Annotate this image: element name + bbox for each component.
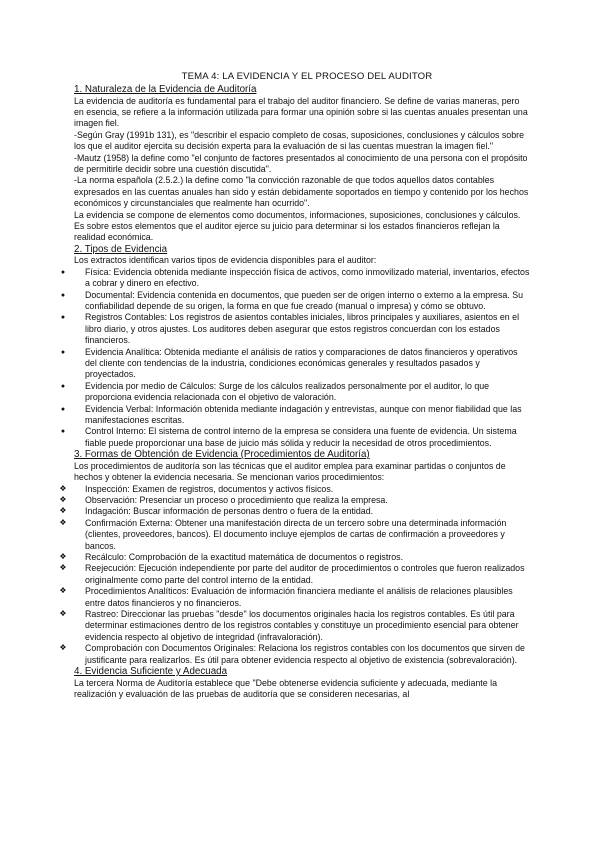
bullet-dot-icon: ●: [60, 382, 66, 390]
list-item: ● Evidencia Analítica: Obtenida mediante el análisis de ratios y comparaciones de datos financieros y operativos del cliente con tendencias de la industria, condiciones económicas generales y resultados pasados y proyectados.: [74, 347, 530, 381]
diamond-bullet-icon: ❖: [59, 551, 67, 561]
diamond-bullet-icon: ❖: [59, 506, 67, 516]
document-title: TEMA 4: LA EVIDENCIA Y EL PROCESO DEL AUDITOR: [181, 71, 433, 82]
list-item: ❖ Recálculo: Comprobación de la exactitud matemática de documentos o registros.: [59, 551, 404, 562]
list-item: ● Documental: Evidencia contenida en documentos, que pueden ser de origen interno o externo a la empresa. Su confiabilidad depende de su origen, la forma en que fue creado (manual o impresa) y cómo se obtuvo.: [74, 290, 530, 313]
section-tipos: [60, 243, 530, 449]
bullet-dot-icon: ●: [60, 314, 66, 322]
section-intro: Los procedimientos de auditoría son las técnicas que el auditor emplea para examinar partidas o conjuntos de hechos y obtener la evidencia necesaria. Se mencionan varios procedimientos:: [74, 460, 506, 483]
diamond-bullet-icon: ❖: [59, 494, 67, 504]
list-item: ❖ Reejecución: Ejecución independiente por parte del auditor de procedimientos o controles que fueron realizados originalmente como parte del control interno de la entidad.: [59, 563, 525, 585]
section-naturaleza: [74, 84, 530, 244]
list-item: ● Física: Evidencia obtenida mediante inspección física de activos, como inmovilizado material, inventarios, efectos a cobrar y dinero en efectivo.: [74, 267, 530, 290]
list-item: ❖ Procedimientos Analíticos: Evaluación de información financiera mediante el análisis de relaciones plausibles entre datos financieros y no financieros.: [59, 586, 513, 608]
list-item: ❖ Inspección: Examen de registros, documentos y activos físicos.: [59, 483, 334, 494]
bullet-dot-icon: ●: [60, 291, 66, 299]
paragraph: La evidencia de auditoría es fundamental para el trabajo del auditor financiero. Se define de varias maneras, pero en esencia, se refiere a la información utilizada para formar una opinión sobre si las cuentas anuales presentan una imagen fiel.: [74, 95, 528, 129]
section-heading: 2. Tipos de Evidencia: [74, 243, 168, 255]
list-item: ❖ Confirmación Externa: Obtener una manifestación directa de un tercero sobre una determinada información (clientes, proveedores, bancos). El documento incluye ejemplos de cartas de confirmación a proveedores y bancos.: [59, 517, 507, 551]
diamond-bullet-icon: ❖: [59, 643, 67, 653]
section-heading: 3. Formas de Obtención de Evidencia (Procedimientos de Auditoría): [74, 449, 370, 461]
diamond-bullet-icon: ❖: [59, 563, 67, 573]
bullet-dot-icon: ●: [60, 268, 66, 276]
paragraph: -Según Gray (1991b 131), es "describir el espacio completo de cosas, suposiciones, conclusiones y cálculos sobre los que el auditor ejercita su decisión experta para la evaluación de si las cuentas muestran la imagen fiel.": [74, 129, 524, 152]
bullet-list: [60, 266, 530, 450]
list-item: ❖ Indagación: Buscar información de personas dentro o fuera de la entidad.: [59, 506, 374, 517]
section-heading: 1. Naturaleza de la Evidencia de Auditoría: [74, 84, 257, 95]
list-item: ❖ Rastreo: Direccionar las pruebas "desde" los documentos originales hacia los registros contables. Es útil para determinar estimaciones dentro de los registros contables y constituye un procedimiento esencial para obtener evidencia respecto al objetivo de integridad (infravaloración).: [59, 608, 519, 642]
diamond-bullet-icon: ❖: [59, 586, 67, 596]
section-suficiente: [74, 666, 530, 700]
paragraph: La evidencia se compone de elementos como documentos, informaciones, suposiciones, conclusiones y cálculos. Es sobre estos elementos que el auditor ejerce su juicio para determinar si los estados financieros reflejan la realidad económica.: [74, 209, 521, 243]
list-item: ● Registros Contables: Los registros de asientos contables iniciales, libros principales y auxiliares, asientos en el libro diario, y otros ajustes. Los auditores deben asegurar que estos registros concuerdan con los estados financieros.: [74, 312, 530, 346]
bullet-dot-icon: ●: [60, 348, 66, 356]
section-procedimientos: [59, 449, 530, 666]
diamond-bullet-icon: ❖: [59, 483, 67, 493]
paragraph: -Mautz (1958) la define como "el conjunto de factores presentados al conocimiento de una persona con el propósito de permitirle decidir sobre una cuestión discutida".: [74, 152, 528, 174]
section-intro: Los extractos identifican varios tipos de evidencia disponibles para el auditor:: [74, 255, 377, 266]
diamond-list: [59, 483, 530, 667]
list-item: ● Evidencia Verbal: Información obtenida mediante indagación y entrevistas, aunque con menor fiabilidad que las manifestaciones escritas.: [74, 404, 530, 427]
diamond-bullet-icon: ❖: [59, 517, 67, 527]
list-item: ● Control Interno: El sistema de control interno de la empresa se considera una fuente de evidencia. Un sistema fiable puede proporcionar una base de juicio más sólida y reducir la necesidad de otros procedimientos.: [74, 426, 530, 449]
paragraph: La tercera Norma de Auditoría establece que "Debe obtenerse evidencia suficiente y adecuada, mediante la realización y evaluación de las pruebas de auditoría que se consideren necesarias, al: [74, 677, 497, 699]
paragraph: -La norma española (2.5.2.) la define como "la convicción razonable de que todos aquellos datos contables expresados en las cuentas anuales han sido y están debidamente soportados en tiempo y contenido por los hechos económicos y circunstanciales que realmente han ocurrido".: [74, 175, 529, 209]
diamond-bullet-icon: ❖: [59, 608, 67, 618]
list-item: ❖ Comprobación con Documentos Originales: Relaciona los registros contables con los documentos que sirven de justificante para realizarlos. Es útil para obtener evidencia respecto al objetivo de existencia (sobrevaloración).: [59, 643, 525, 665]
list-item: ❖ Observación: Presenciar un proceso o procedimiento que realiza la empresa.: [59, 494, 388, 505]
bullet-dot-icon: ●: [60, 428, 66, 436]
bullet-dot-icon: ●: [60, 405, 66, 413]
list-item: ● Evidencia por medio de Cálculos: Surge de los cálculos realizados personalmente por el auditor, lo que proporciona evidencia relacionada con el objetivo de valoración.: [74, 381, 530, 404]
section-heading: 4. Evidencia Suficiente y Adecuada: [74, 666, 228, 677]
